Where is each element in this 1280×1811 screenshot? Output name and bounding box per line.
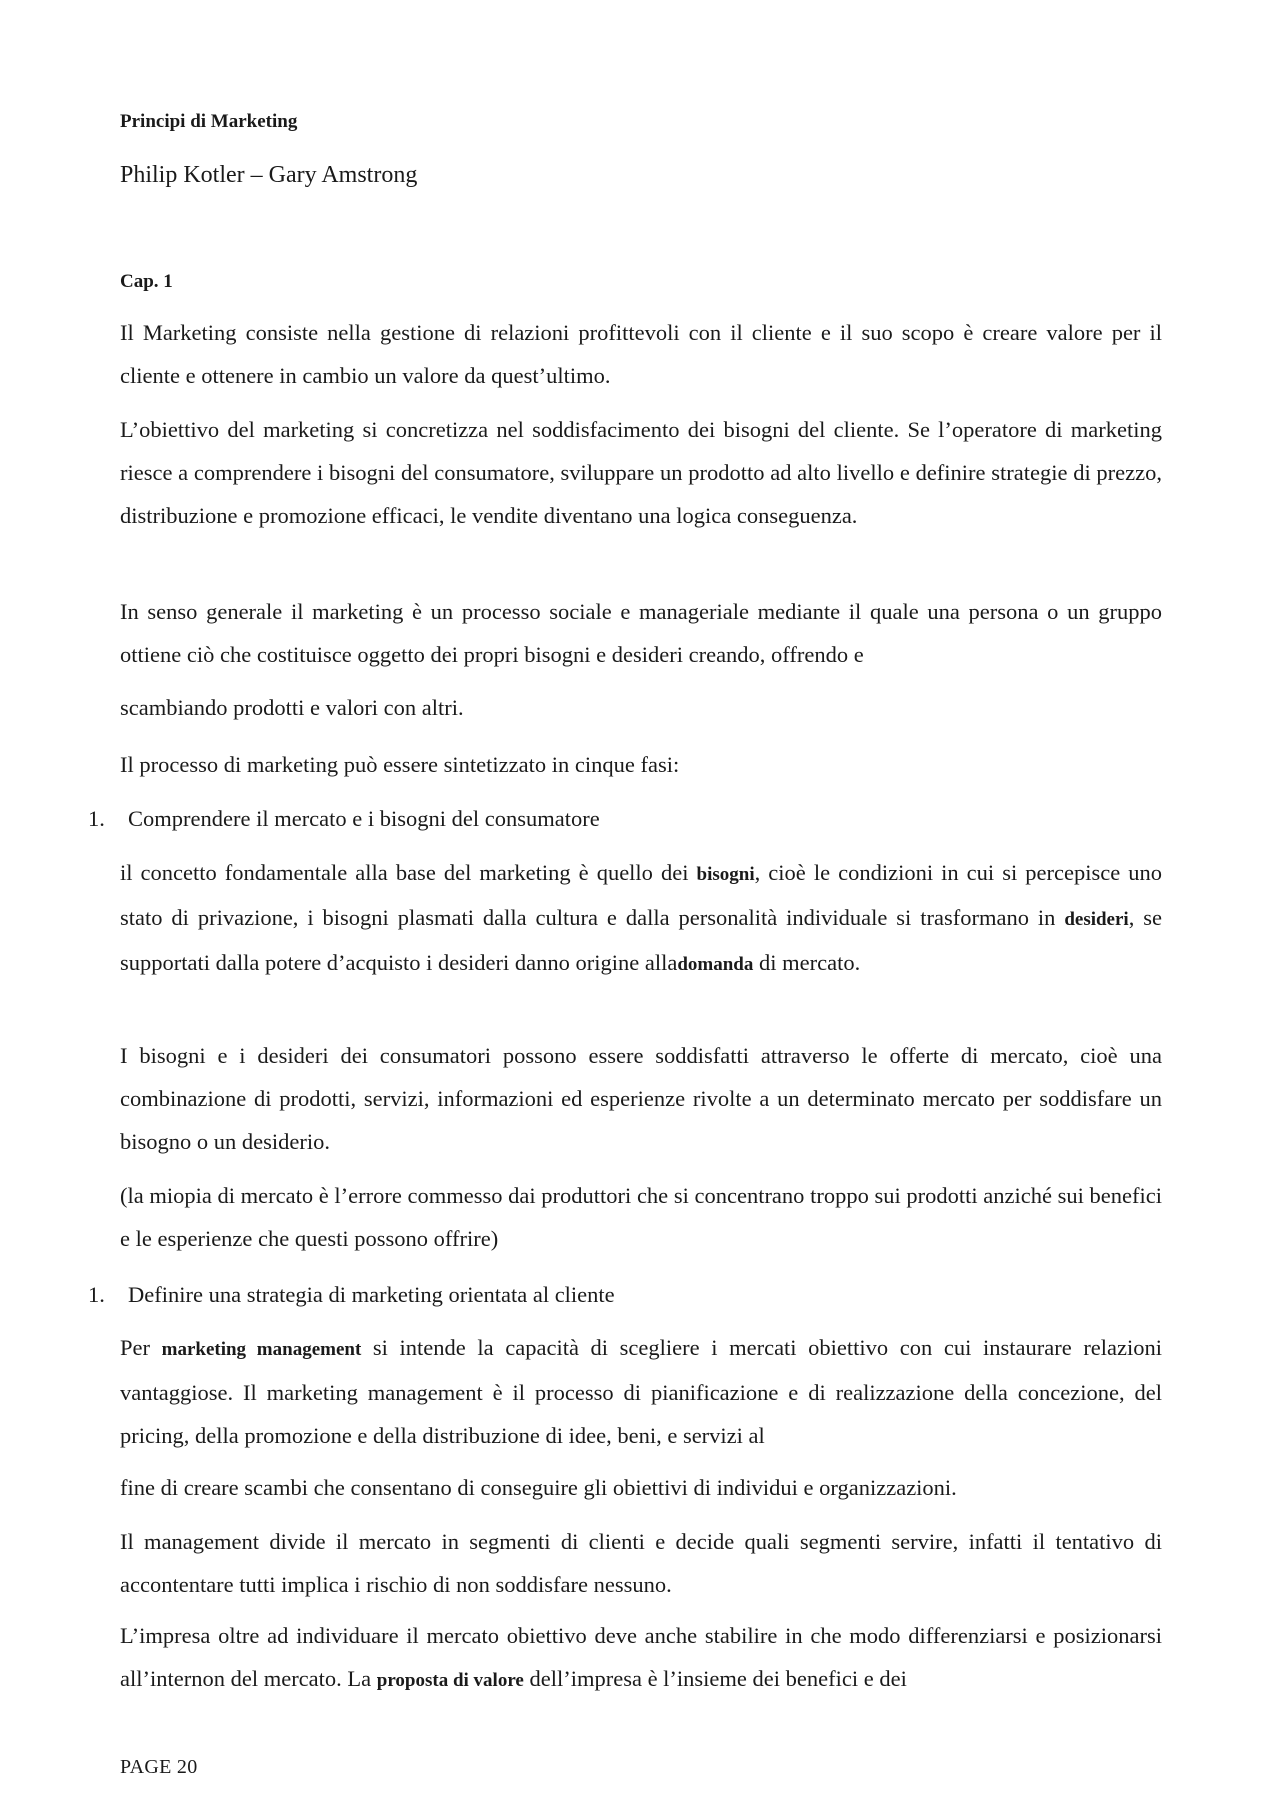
paragraph-1: Il Marketing consiste nella gestione di relazioni profittevoli con il cliente e il suo scopo è creare valore per il cliente e ottenere in cambio un valore da quest’ultimo. [120, 320, 1162, 388]
paragraph-3: In senso generale il marketing è un processo sociale e manageriale mediante il quale una persona o un gruppo ottiene ciò che costituisce oggetto dei propri bisogni e desideri creando, offrendo e [120, 599, 1162, 667]
paragraph-8 [120, 1326, 1162, 1457]
list-item-1 [88, 797, 600, 840]
document-title: Principi di Marketing [120, 111, 298, 132]
list-item-number: 1. [88, 806, 105, 831]
paragraph-5-text-2: , cioè le condizioni in cui si percepisce uno stato di privazione, i bisogni plasmati dalla cultura e dalla personalità individuale si trasformano in [120, 860, 1163, 930]
list-item-number: 1. [88, 1282, 105, 1307]
term-domanda: domanda [677, 954, 754, 975]
paragraph-8-text-2: si intende la capacità di scegliere i mercati obiettivo con cui instaurare relazioni vantaggiose. Il marketing management è il processo di pianificazione e di realizzazione della concezione, del pricing, della promozione e della distribuzione di idee, beni, e servizi al [120, 1335, 1163, 1448]
paragraph-5-text-1: il concetto fondamentale alla base del marketing è quello dei [120, 860, 689, 885]
term-marketing-management: marketing management [161, 1339, 362, 1360]
list-item-text: Definire una strategia di marketing orientata al cliente [128, 1282, 615, 1307]
term-bisogni: bisogni [696, 864, 755, 885]
term-proposta-di-valore: proposta di valore [376, 1670, 524, 1691]
list-item-2 [88, 1273, 615, 1316]
paragraph-6: I bisogni e i desideri dei consumatori possono essere soddisfatti attraverso le offerte di mercato, cioè una combinazione di prodotti, servizi, informazioni ed esperienze rivolte a un determinato mercato per soddisfare un bisogno o un desiderio. [120, 1043, 1162, 1154]
paragraph-5-text-4: di mercato. [758, 950, 861, 975]
list-item-text: Comprendere il mercato e i bisogni del consumatore [128, 806, 600, 831]
paragraph-10-text-2: dell’impresa è l’insieme dei benefici e dei [529, 1666, 907, 1691]
paragraph-2: L’obiettivo del marketing si concretizza nel soddisfacimento dei bisogni del cliente. Se l’operatore di marketing riesce a comprendere i bisogni del consumatore, sviluppare un prodotto ad alto livello e definire strategie di prezzo, distribuzione e promozione efficaci, le vendite diventano una logica conseguenza. [120, 417, 1162, 528]
paragraph-8-continuation: fine di creare scambi che consentano di conseguire gli obiettivi di individui e organizzazioni. [120, 1475, 957, 1500]
paragraph-8-text-1: Per [120, 1335, 150, 1360]
paragraph-4: Il processo di marketing può essere sintetizzato in cinque fasi: [120, 752, 680, 777]
paragraph-9: Il management divide il mercato in segmenti di clienti e decide quali segmenti servire, infatti il tentativo di accontentare tutti implica i rischio di non soddisfare nessuno. [120, 1529, 1162, 1597]
paragraph-10 [120, 1614, 1162, 1702]
paragraph-5 [120, 851, 1162, 986]
paragraph-3-continuation: scambiando prodotti e valori con altri. [120, 695, 464, 720]
paragraph-10-text-1: L’impresa oltre ad individuare il mercato obiettivo deve anche stabilire in che modo differenziarsi e posizionarsi all’internon del mercato. La [120, 1623, 1162, 1691]
term-desideri: desideri [1064, 909, 1129, 930]
paragraph-5-text-3: , se supportati dalla potere d’acquisto i desideri danno origine alla [120, 905, 1162, 975]
paragraph-7: (la miopia di mercato è l’errore commesso dai produttori che si concentrano troppo sui prodotti anziché sui benefici e le esperienze che questi possono offrire) [120, 1183, 1162, 1251]
chapter-heading: Cap. 1 [120, 271, 173, 292]
page-footer: PAGE 20 [120, 1756, 198, 1778]
document-authors: Philip Kotler – Gary Amstrong [120, 162, 418, 188]
